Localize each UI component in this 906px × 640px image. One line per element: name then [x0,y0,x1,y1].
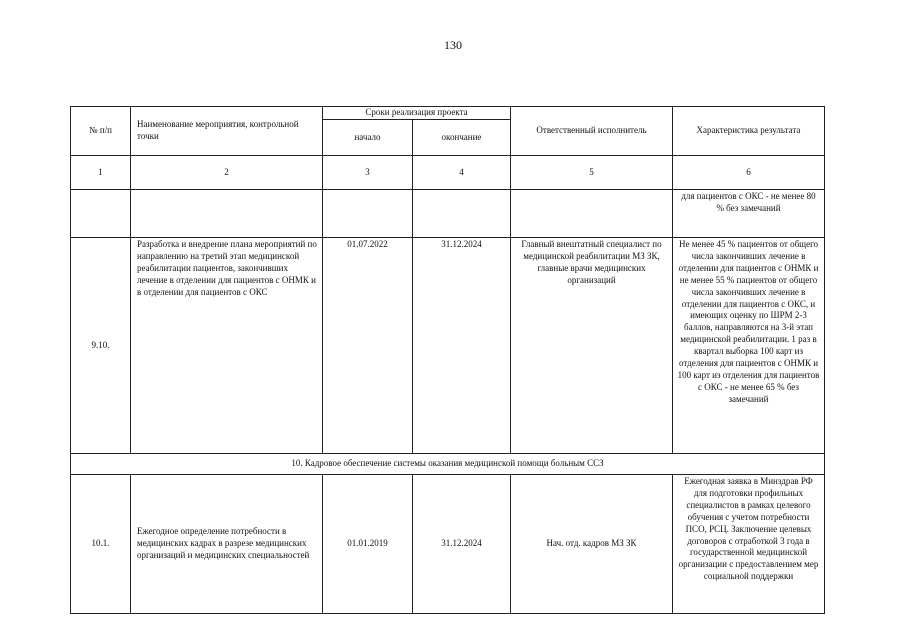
end-date: 31.12.2024 [413,475,511,614]
header-num: № п/п [71,107,131,156]
header-end: окончание [413,120,511,156]
column-number: 1 [71,156,131,190]
column-number: 2 [131,156,323,190]
header-start: начало [323,120,413,156]
end-date: 31.12.2024 [413,238,511,454]
result-cell: Ежегодная заявка в Минздрав РФ для подготовки профильных специалистов в рамках целевого обучения с учетом потребности ПСО, РСЦ. Заключение целевых договоров с отработкой 3 года в государственной медицинской организации с предоставлением мер социальной поддержки [673,475,825,614]
table-row [71,238,825,454]
section-row [71,454,825,475]
column-number: 3 [323,156,413,190]
table-row [71,190,825,238]
header-terms: Сроки реализация проекта [323,107,511,120]
section-title: 10. Кадровое обеспечение системы оказания медицинской помощи больным ССЗ [71,454,825,475]
responsible: Нач. отд. кадров МЗ ЗК [511,475,673,614]
row-number: 10.1. [71,475,131,614]
table-row [71,475,825,614]
result-cell: Не менее 45 % пациентов от общего числа закончивших лечение в отделении для пациентов с ОНМК и не менее 55 % пациентов от общего числа закончивших лечение в отделении для пациентов с ОКС, и имеющих оценку по ШРМ 2-3 баллов, направляются на 3-й этап медицинской реабилитации. 1 раз в квартал выборка 100 карт из отделения для пациентов с ОНМК и 100 карт из отделения для пациентов с ОКС - не менее 65 % без замечаний [673,238,825,454]
header-name: Наименование мероприятия, контрольной точки [131,107,323,156]
measure-name: Ежегодное определение потребности в медицинских кадрах в разрезе медицинских организаций и медицинских специальностей [131,475,323,614]
column-number-row [71,156,825,190]
row-number: 9.10. [71,238,131,454]
header-row [71,107,825,120]
measures-table [70,106,825,614]
start-date: 01.07.2022 [323,238,413,454]
column-number: 4 [413,156,511,190]
measure-name: Разработка и внедрение плана мероприятий по направлению на третий этап медицинской реабилитации пациентов, закончивших лечение в отделении для пациентов с ОНМК и в отделении для пациентов с ОКС [131,238,323,454]
result-cell: для пациентов с ОКС - не менее 80 % без замечаний [673,190,825,238]
header-result: Характеристика результата [673,107,825,156]
page-number: 130 [444,38,462,52]
start-date: 01.01.2019 [323,475,413,614]
responsible: Главный внештатный специалист по медицинской реабилитации МЗ ЗК, главные врачи медицинских организаций [511,238,673,454]
header-responsible: Ответственный исполнитель [511,107,673,156]
column-number: 5 [511,156,673,190]
column-number: 6 [673,156,825,190]
